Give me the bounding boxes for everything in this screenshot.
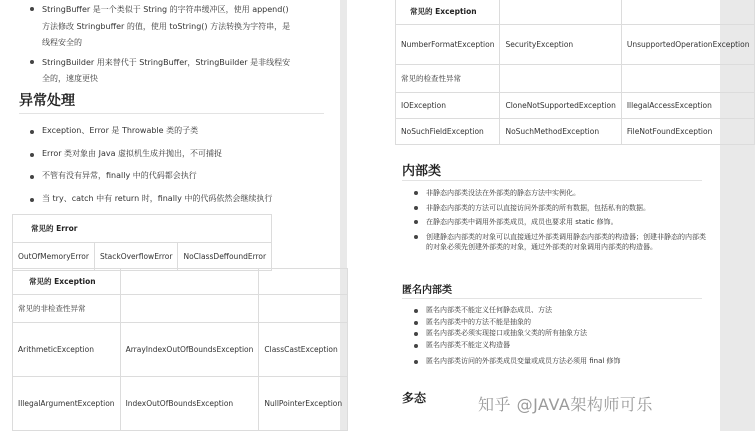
table-cell: NullPointerException [259, 377, 348, 431]
table-header: 常见的 Exception [13, 269, 121, 295]
exception-handling-list [42, 125, 332, 215]
table-cell [500, 65, 621, 93]
zhihu-watermark: 知乎 @JAVA架构师可乐 [478, 395, 653, 414]
list-item: 匿名内部类中的方法不能是抽象的 [426, 317, 706, 329]
table-cell: ArithmeticException [13, 323, 121, 377]
table-cell: StackOverflowError [94, 243, 178, 271]
table-cell [500, 0, 621, 25]
table-cell [621, 65, 755, 93]
list-item: 当 try、catch 中有 return 时，finally 中的代码依然会继续执行 [42, 193, 332, 204]
table-cell: UnsupportedOperationException [621, 25, 755, 65]
table-header: 常见的 Error [13, 215, 272, 243]
stringbuffer-list [42, 2, 292, 91]
common-error-table [12, 214, 272, 271]
list-item: 匿名内部类不能定义任何静态成员、方法 [426, 305, 706, 317]
common-exception-table-left [12, 268, 348, 431]
heading-divider [402, 298, 702, 299]
list-item: Error 类对象由 Java 虚拟机生成并抛出，不可捕捉 [42, 148, 332, 159]
table-cell: NoSuchMethodException [500, 119, 621, 145]
table-cell: IllegalArgumentException [13, 377, 121, 431]
table-header: 常见的 Exception [396, 0, 500, 25]
list-item: 匿名内部类访问的外部类成员变量或成员方法必须用 final 修饰 [426, 356, 706, 368]
table-cell [259, 295, 348, 323]
table-cell [120, 295, 259, 323]
table-cell: SecurityException [500, 25, 621, 65]
list-item: 匿名内部类不能定义构造器 [426, 340, 706, 352]
table-cell: NoClassDeffoundError [178, 243, 272, 271]
table-cell: IOException [396, 93, 500, 119]
list-item: StringBuffer 是一个类似于 String 的字符串缓冲区，使用 append() 方法修改 Stringbuffer 的值，使用 toString() 方法转换为字符串，是线程安全的 [42, 2, 292, 52]
heading-divider [19, 113, 324, 114]
table-cell [259, 269, 348, 295]
table-cell: NoSuchFieldException [396, 119, 500, 145]
polymorphism-heading: 多态 [402, 391, 427, 405]
inner-class-list [426, 188, 706, 257]
table-cell: CloneNotSupportedException [500, 93, 621, 119]
list-item: StringBuilder 用来替代于 StringBuffer，StringBuilder 是非线程安全的，速度更快 [42, 55, 292, 88]
list-item: 匿名内部类必须实现接口或抽象父类的所有抽象方法 [426, 328, 706, 340]
list-item: Exception、Error 是 Throwable 类的子类 [42, 125, 332, 136]
table-cell: OutOfMemoryError [13, 243, 95, 271]
heading-divider [402, 180, 702, 181]
list-item: 非静态内部类没法在外部类的静态方法中实例化。 [426, 188, 706, 199]
table-cell [120, 269, 259, 295]
table-subheader: 常见的检查性异常 [396, 65, 500, 93]
table-cell: IndexOutOfBoundsException [120, 377, 259, 431]
list-item: 创建静态内部类的对象可以直接通过外部类调用静态内部类的构造器；创建非静态的内部类的对象必须先创建外部类的对象，通过外部类的对象调用内部类的构造器。 [426, 232, 706, 251]
table-cell: ClassCastException [259, 323, 348, 377]
table-cell: ArrayIndexOutOfBoundsException [120, 323, 259, 377]
anonymous-class-heading: 匿名内部类 [402, 285, 452, 296]
table-cell: FileNotFoundException [621, 119, 755, 145]
inner-class-heading: 内部类 [402, 164, 442, 179]
table-cell: IllegalAccessException [621, 93, 755, 119]
exception-handling-heading: 异常处理 [19, 93, 75, 109]
anonymous-class-list [426, 305, 706, 368]
table-subheader: 常见的非检查性异常 [13, 295, 121, 323]
list-item: 在静态内部类中调用外部类成员，成员也要求用 static 修饰。 [426, 217, 706, 228]
table-cell: NumberFormatException [396, 25, 500, 65]
list-item: 非静态内部类的方法可以直接访问外部类的所有数据，包括私有的数据。 [426, 203, 706, 214]
list-item: 不管有没有异常，finally 中的代码都会执行 [42, 170, 332, 181]
table-cell [621, 0, 755, 25]
common-exception-table-right [395, 0, 755, 145]
